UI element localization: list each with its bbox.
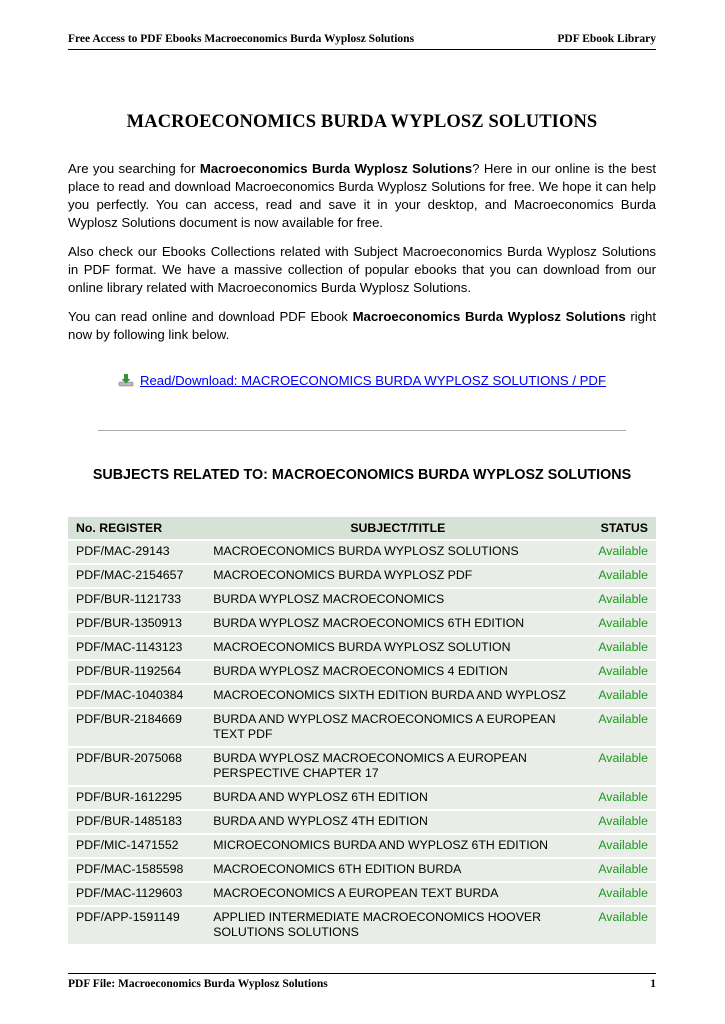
register-cell: PDF/BUR-1192564: [76, 664, 182, 678]
table-row: [68, 906, 656, 945]
divider: [98, 430, 626, 431]
register-cell: PDF/MAC-29143: [76, 544, 170, 558]
register-cell: PDF/MAC-1585598: [76, 862, 184, 876]
register-cell: PDF/BUR-1121733: [76, 592, 182, 606]
read-text-before: You can read online and download PDF Ebook: [68, 309, 353, 324]
register-cell: PDF/MAC-1040384: [76, 688, 184, 702]
download-link[interactable]: Read/Download: MACROECONOMICS BURDA WYPLOSZ SOLUTIONS / PDF: [139, 373, 607, 388]
status-cell: Available: [598, 592, 648, 606]
page-title: MACROECONOMICS BURDA WYPLOSZ SOLUTIONS: [126, 112, 598, 132]
table-row: [68, 636, 656, 660]
read-online-paragraph: [68, 308, 656, 344]
status-cell: Available: [598, 664, 648, 678]
subject-cell: MACROECONOMICS BURDA WYPLOSZ SOLUTION: [213, 640, 511, 654]
status-cell: Available: [598, 751, 648, 765]
read-text-after: right now by following link below.: [68, 309, 656, 342]
subject-cell: BURDA WYPLOSZ MACROECONOMICS 4 EDITION: [213, 664, 508, 678]
table-row: [68, 540, 656, 564]
table-row: [68, 660, 656, 684]
status-cell: Available: [598, 838, 648, 852]
table-row: [68, 612, 656, 636]
status-cell: Available: [598, 640, 648, 654]
table-row: [68, 588, 656, 612]
register-cell: PDF/MAC-2154657: [76, 568, 184, 582]
subjects-heading: SUBJECTS RELATED TO: MACROECONOMICS BURDA WYPLOSZ SOLUTIONS: [92, 467, 632, 483]
subject-cell: BURDA WYPLOSZ MACROECONOMICS 6TH EDITION: [213, 616, 525, 630]
subject-cell: MACROECONOMICS SIXTH EDITION BURDA AND WYPLOSZ: [213, 688, 566, 702]
table-body: [68, 540, 656, 945]
status-cell: Available: [598, 616, 648, 630]
intro-text-bold: Macroeconomics Burda Wyplosz Solutions: [199, 161, 473, 176]
register-cell: PDF/BUR-2184669: [76, 712, 182, 726]
read-text-bold: Macroeconomics Burda Wyplosz Solutions: [352, 309, 626, 324]
table-row: [68, 708, 656, 747]
table-row: [68, 684, 656, 708]
subject-cell: BURDA WYPLOSZ MACROECONOMICS A EUROPEAN PERSPECTIVE CHAPTER 17: [213, 751, 527, 780]
page-number: 1: [650, 978, 656, 990]
register-cell: PDF/MIC-1471552: [76, 838, 179, 852]
status-cell: Available: [598, 910, 648, 924]
register-cell: PDF/BUR-1485183: [76, 814, 182, 828]
download-icon[interactable]: [118, 373, 134, 387]
collection-paragraph: Also check our Ebooks Collections related with Subject Macroeconomics Burda Wyplosz Solutions in PDF format. We have a massive collection of popular ebooks that you can download from our online library related with Macroeconomics Burda Wyplosz Solutions.: [68, 244, 656, 295]
register-cell: PDF/BUR-2075068: [76, 751, 182, 765]
header-left: Free Access to PDF Ebooks Macroeconomics Burda Wyplosz Solutions: [68, 33, 415, 45]
register-cell: PDF/MAC-1143123: [76, 640, 183, 654]
subject-cell: MICROECONOMICS BURDA AND WYPLOSZ 6TH EDITION: [213, 838, 549, 852]
table-row: [68, 834, 656, 858]
subject-cell: MACROECONOMICS BURDA WYPLOSZ SOLUTIONS: [213, 544, 519, 558]
page-footer: [68, 973, 656, 990]
table-row: [68, 747, 656, 786]
register-cell: PDF/BUR-1612295: [76, 790, 182, 804]
page-header: [68, 33, 656, 50]
intro-text-before: Are you searching for: [68, 161, 200, 176]
subject-cell: BURDA AND WYPLOSZ 4TH EDITION: [213, 814, 428, 828]
footer-left: PDF File: Macroeconomics Burda Wyplosz Solutions: [68, 978, 328, 990]
intro-paragraph: [68, 160, 656, 232]
status-cell: Available: [598, 814, 648, 828]
table-row: [68, 858, 656, 882]
subject-cell: APPLIED INTERMEDIATE MACROECONOMICS HOOVER SOLUTIONS SOLUTIONS: [213, 910, 542, 939]
status-cell: Available: [598, 688, 648, 702]
column-header-subject: SUBJECT/TITLE: [350, 521, 446, 535]
status-cell: Available: [598, 712, 648, 726]
table-header-row: [68, 517, 656, 540]
subjects-table: [68, 517, 656, 946]
register-cell: PDF/BUR-1350913: [76, 616, 182, 630]
column-header-status: STATUS: [600, 521, 648, 535]
table-row: [68, 564, 656, 588]
intro-text-after: ? Here in our online is the best place to read and download Macroeconomics Burda Wyplosz Solutions for free. We hope it can help you perfectly. You can access, read and save it in your desktop, and Macroeconomics Burda Wyplosz Solutions document is now available for free.: [68, 161, 656, 230]
subject-cell: MACROECONOMICS A EUROPEAN TEXT BURDA: [213, 886, 499, 900]
table-row: [68, 786, 656, 810]
download-row: [68, 373, 656, 388]
header-right: PDF Ebook Library: [557, 33, 656, 45]
status-cell: Available: [598, 568, 648, 582]
table-row: [68, 882, 656, 906]
status-cell: Available: [598, 790, 648, 804]
status-cell: Available: [598, 886, 648, 900]
subject-cell: BURDA AND WYPLOSZ 6TH EDITION: [213, 790, 428, 804]
column-header-register: No. REGISTER: [76, 521, 163, 535]
subject-cell: BURDA WYPLOSZ MACROECONOMICS: [213, 592, 445, 606]
subject-cell: BURDA AND WYPLOSZ MACROECONOMICS A EUROPEAN TEXT PDF: [213, 712, 556, 741]
register-cell: PDF/MAC-1129603: [76, 886, 183, 900]
subject-cell: MACROECONOMICS 6TH EDITION BURDA: [213, 862, 462, 876]
status-cell: Available: [598, 544, 648, 558]
subject-cell: MACROECONOMICS BURDA WYPLOSZ PDF: [213, 568, 473, 582]
table-row: [68, 810, 656, 834]
status-cell: Available: [598, 862, 648, 876]
register-cell: PDF/APP-1591149: [76, 910, 180, 924]
